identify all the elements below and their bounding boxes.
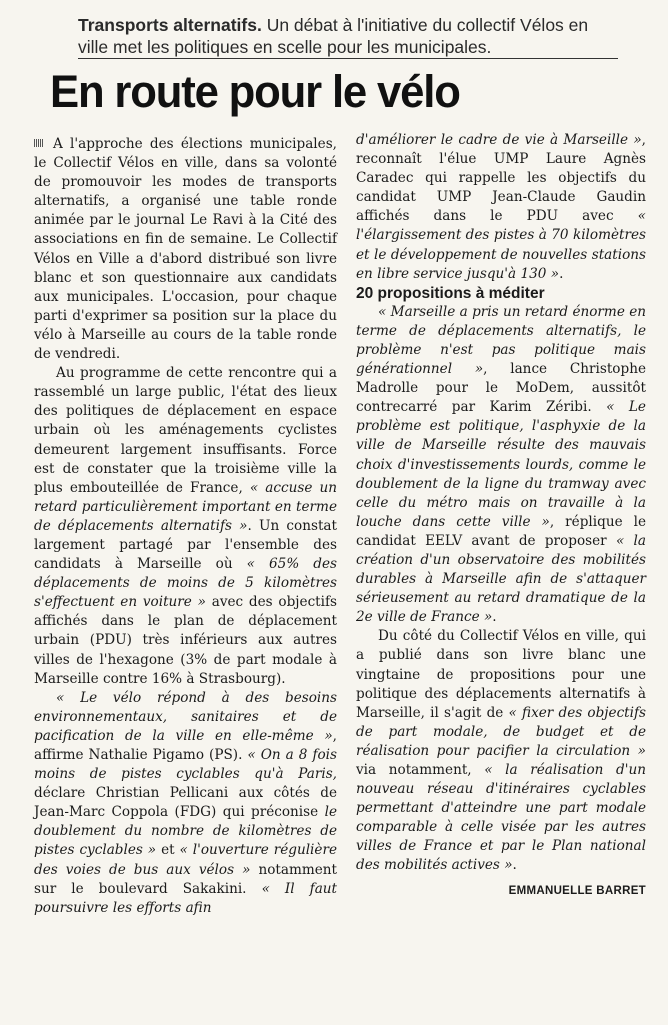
quote: « l'ouverture régulière des voies de bus aux vélos » <box>34 842 337 878</box>
paragraph <box>356 131 646 284</box>
bullet-icon <box>34 139 43 147</box>
text: via notamment, <box>356 762 472 778</box>
text: , lance Christophe Madrolle pour le MoDem, aussitôt contrecarré par Karim Zéribi. <box>356 361 646 416</box>
quote: d'améliorer le cadre de vie à Marseille » <box>356 132 642 148</box>
column-2 <box>356 131 646 901</box>
quote: « Marseille a pris un retard énorme en terme de déplacements alternatifs, le problème n'est pas politique mais générationnel » <box>356 303 646 378</box>
headline: En route pour le vélo <box>50 66 460 117</box>
text: . <box>492 609 497 626</box>
byline: EMMANUELLE BARRET <box>508 884 646 897</box>
text: et <box>161 842 175 859</box>
paragraph <box>34 135 337 364</box>
text: avec des objectifs affichés dans le plan de déplacement urbain (PDU) très inférieurs aux autres villes de l'hexagone (3% de part modale à Marseille contre 16% à Strasbourg). <box>34 594 337 687</box>
text: . Un constat largement partagé par l'ensemble des candidats à Marseille où <box>34 517 337 573</box>
text: , réplique le candidat EELV avant de proposer <box>356 513 646 549</box>
quote: « la réalisation d'un nouveau réseau d'itinéraires cyclables permettant d'atteindre une part modale comparable à celle visée par les autres villes de France et par le Plan national des mobilités actives » <box>356 762 646 874</box>
quote: « On a 8 fois moins de pistes cyclables qu'à Paris, <box>34 747 337 783</box>
text: A l'approche des élections municipales, le Collectif Vélos en ville, dans sa volonté de promouvoir les modes de transports alternatifs, a organisé une table ronde animée par le journal Le Ravi à la Cité des associations en fin de semaine. Le Collectif Vélos en Ville a d'abord distribué son livre blanc et son questionnaire aux candidats aux municipales. L'occasion, pour chaque parti d'exprimer sa position sur la place du vélo à Marseille au cours de la table ronde de vendredi. <box>34 136 337 363</box>
kicker-underline <box>78 14 618 59</box>
text: . <box>559 265 564 282</box>
paragraph <box>356 303 646 628</box>
kicker-text: Un débat à l'initiative du collectif Vélos en ville met les politiques en scelle pour les municipales. <box>78 15 589 57</box>
quote: le doublement du nombre de kilomètres de pistes cyclables » <box>34 804 337 859</box>
text: , reconnaît l'élue UMP Laure Agnès Caradec qui rappelle les objectifs du candidat UMP Jean-Claude Gaudin affichés dans le PDU avec <box>356 132 646 225</box>
paragraph <box>34 689 337 918</box>
text: Du côté du Collectif Vélos en ville, qui a publié dans son livre blanc une vingtaine de propositions pour une politique des déplacements alternatifs à Marseille, il s'agit de <box>356 628 646 721</box>
quote: « Le problème est politique, l'asphyxie de la ville de Marseille résulte des mauvais choix d'investissements lourds, comme le doublement de la ligne du tramway avec celle du métro mais on travaille à la louche dans cette ville » <box>356 399 646 530</box>
kicker <box>78 14 618 59</box>
text: déclare Christian Pellicani aux côtés de Jean-Marc Coppola (FDG) qui préconise <box>34 785 337 821</box>
quote: « l'élargissement des pistes à 70 kilomètres et le développement de nouvelles stations en libre service jusqu'à 130 » <box>356 208 646 282</box>
text: notamment sur le boulevard Sakakini. <box>34 861 337 897</box>
subheading: 20 propositions à méditer <box>356 284 545 302</box>
text: Au programme de cette rencontre qui a rassemblé un large public, l'état des lieux des politiques de déplacement en espace urbain où les aménagements cyclistes demeurent largement insuffisants. Force est de constater que la troisième ville la plus embouteillée de France, <box>34 365 337 496</box>
quote: « fixer des objectifs de part modale, de budget et de réalisation pour pacifier la circulation » <box>356 704 646 759</box>
text: , affirme Nathalie Pigamo (PS). <box>34 727 337 763</box>
quote: « la création d'un observatoire des mobilités durables à Marseille afin de s'attaquer sérieusement au retard dramatique de la 2e ville de France » <box>356 532 647 626</box>
paragraph <box>34 364 337 689</box>
kicker-lead: Transports alternatifs. <box>78 15 262 35</box>
column-1 <box>34 135 337 918</box>
quote: « 65% des déplacements de moins de 5 kilomètres s'effectuent en voiture » <box>34 556 338 611</box>
quote: « Il faut poursuivre les efforts afin <box>34 880 338 916</box>
text: . <box>512 857 517 874</box>
quote: « accuse un retard particulièrement important en terme de déplacements alternatifs » <box>34 479 337 534</box>
quote: « Le vélo répond à des besoins environnementaux, sanitaires et de pacification de la ville en elle-même » <box>34 689 337 744</box>
paragraph <box>356 627 646 875</box>
